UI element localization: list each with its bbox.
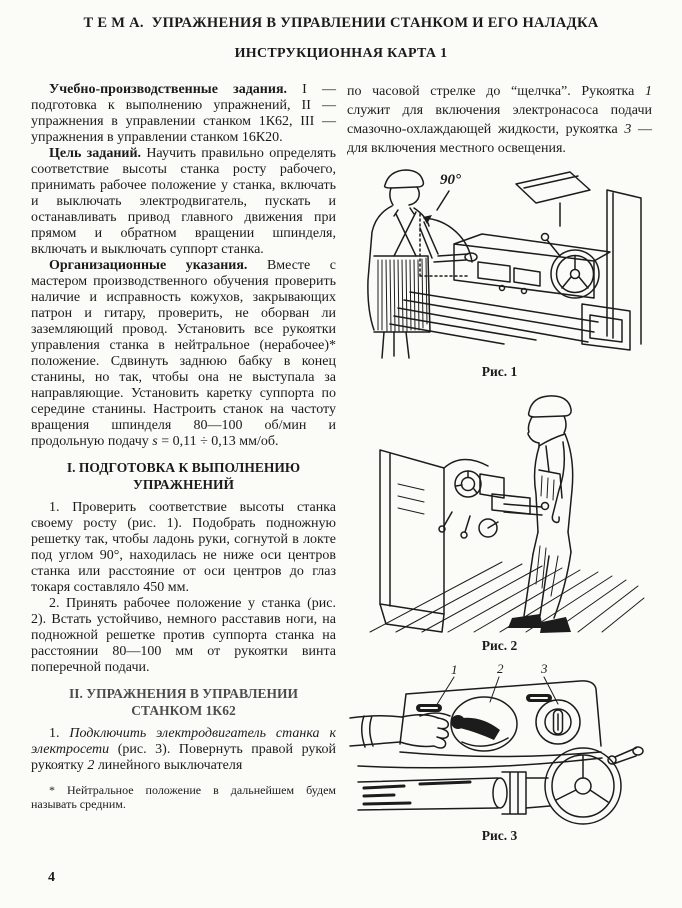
figure-1-caption: Рис. 1 [481,364,518,379]
left-column [31,82,336,811]
variable-1: 1 [645,84,652,99]
figure-1-angle-label: 90° [439,172,461,188]
figure-3-illustration [350,660,650,826]
paragraph-org-lead: Организационные указания. [49,258,248,273]
figure-3 [347,660,652,844]
page-number: 4 [48,870,55,885]
figure-2 [347,386,652,654]
right-column [347,82,652,847]
paragraph-org-text1: Вместе с мастером производственного обучения проверить наличие и исправность кожухов, закрывающих патрон и гитару, проверить, не оборван ли заземляющий провод. Установить все рукоятки управления станка в нейтральное (нерабочее)* положение. Сдвинуть заднюю бабку в конец станины, но так, чтобы она не выступала за направляющие. Установить каретку суппорта по середине станины. Настроить станок на частоту вращения шпинделя 80—100 об/мин и продольную подачу [31,258,336,449]
figure-1-illustration [354,164,646,362]
paragraph-tasks-lead: Учебно-производственные задания. [49,82,288,97]
section-heading-1 [31,459,336,493]
variable-3: 3 [624,122,632,137]
paragraph-step1: 1. Проверить соответствие высоты станка своему росту (рис. 1). Подобрать подножную решетку так, чтобы ладонь руки, согнутой в локте под углом 90°, находилась не ниже оси центров станка или расстояние от оси центров до глаз токаря составляло 450 мм. [31,500,336,595]
paragraph-org-text2: = 0,11 ÷ 0,13 мм/об. [157,434,279,449]
paragraph-step2: 2. Принять рабочее положение у станка (рис. 2). Встать устойчиво, немного расставив ноги, на подножной решетке против суппорта станка на расстоянии 80—100 мм от рукоятки винта поперечной подачи. [31,596,336,675]
paragraph-connect-italic: Подключить электродвигатель станка к электросети [31,726,336,757]
figure-3-callout-1: 1 [450,662,457,677]
document-subtitle: ИНСТРУКЦИОННАЯ КАРТА 1 [234,46,448,61]
section-heading-2 [31,685,336,719]
variable-s: s [152,434,158,449]
paragraph-connect [31,726,336,774]
figure-3-callout-3: 3 [540,661,547,676]
paragraph-continuation [347,82,652,158]
paragraph-continuation-text3: — для включения местного освещения. [347,122,652,156]
variable-2: 2 [87,758,95,773]
figure-1 [347,164,652,380]
paragraph-tasks-text: I — подготовка к выполнению упражнений, II — упражнения в управлении станком 1К62, III — упражнения в управлении станком 16К20. [31,82,336,145]
paragraph-continuation-text1: по часовой стрелке до “щелчка”. Рукоятка [347,84,645,99]
footnote: * Нейтральное положение в дальнейшем будем называть средним. [31,783,336,811]
figure-2-illustration [352,386,647,636]
paragraph-continuation-text2: служит для включения электронасоса подачи смазочно-охлаждающей жидкости, рукоятка [347,103,652,137]
section-heading-1-line2: УПРАЖНЕНИЙ [132,477,235,492]
paragraph-connect-num: 1. [49,726,70,741]
section-heading-2-line2: СТАНКОМ 1К62 [131,703,236,718]
paragraph-tasks [31,82,336,146]
paragraph-goal-lead: Цель заданий. [49,146,142,161]
paragraph-goal [31,146,336,258]
document-title: Т Е М А. УПРАЖНЕНИЯ В УПРАВЛЕНИИ СТАНКОМ И ЕГО НАЛАДКА [83,15,599,31]
paragraph-connect-text1: (рис. 3). Повернуть правой рукой рукоятку [31,742,336,773]
paragraph-connect-text2: линейного выключателя [94,758,243,773]
paragraph-goal-text: Научить правильно определять соответствие высоты станка росту рабочего, принимать рабочее положение у станка, включать и выключать электродвигатель, пускать и останавливать привод главного движения при прямом и обратном вращении шпинделя, включать и выключать суппорт станка. [31,146,336,257]
figure-2-caption: Рис. 2 [481,638,518,653]
figure-3-caption: Рис. 3 [481,828,518,843]
section-heading-2-line1: II. УПРАЖНЕНИЯ В УПРАВЛЕНИИ [68,686,299,701]
figure-3-callout-2: 2 [496,661,503,676]
section-heading-1-line1: I. ПОДГОТОВКА К ВЫПОЛНЕНИЮ [66,460,301,475]
paragraph-org [31,258,336,450]
